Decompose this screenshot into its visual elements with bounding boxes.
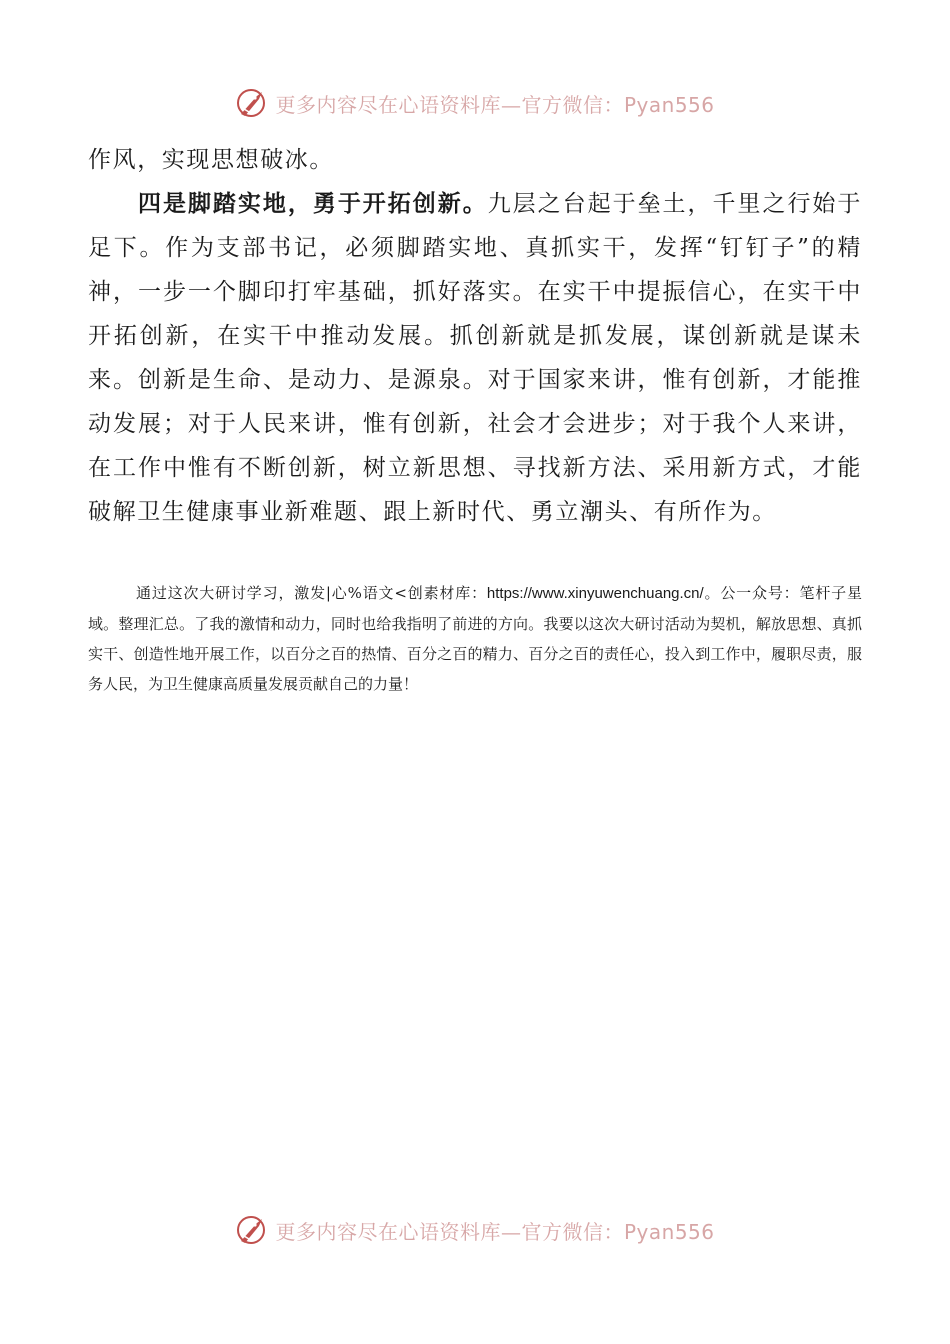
closing-url: https://www.xinyuwenchuang.cn/ [486,585,704,602]
paragraph-four [88,182,862,534]
pen-nib-logo-icon [235,1213,269,1247]
watermark-prefix: 更多内容尽在心语资料库—官方微信： [275,1219,624,1244]
closing-text-start: 通过这次大研讨学习，激发|心%语文<创素材库： [136,584,487,602]
paragraph-continuation: 作风，实现思想破冰。 [88,147,334,173]
closing-paragraph [88,578,862,699]
pen-nib-logo-icon [235,86,269,120]
watermark-prefix: 更多内容尽在心语资料库—官方微信： [275,92,624,117]
footer-watermark [0,1210,950,1250]
closing-section [88,578,862,699]
document-body [88,138,862,534]
paragraph-four-body: 九层之台起于垒土，千里之行始于足下。作为支部书记，必须脚踏实地、真抓实干，发挥“钉钉子”的精神，一步一个脚印打牢基础，抓好落实。在实干中提振信心，在实干中开拓创新，在实干中推动发展。抓创新就是抓发展，谋创新就是谋未来。创新是生命、是动力、是源泉。对于国家来讲，惟有创新，才能推动发展；对于人民来讲，惟有创新，社会才会进步；对于我个人来讲，在工作中惟有不断创新，树立新思想、寻找新方法、采用新方式，才能破解卫生健康事业新难题、跟上新时代、勇立潮头、有所作为。 [88,191,862,525]
paragraph-four-heading: 四是脚踏实地，勇于开拓创新。 [138,190,488,217]
closing-text-end: 。公一众号：笔杆子星域。整理汇总。了我的激情和动力，同时也给我指明了前进的方向。我要以这次大研讨活动为契机，解放思想、真抓实干、创造性地开展工作，以百分之百的热情、百分之百的精力、百分之百的责任心，投入到工作中，履职尽责，服务人民，为卫生健康高质量发展贡献自己的力量！ [88,584,862,693]
header-watermark [0,83,950,123]
watermark-handle: Pyan556 [623,1219,715,1244]
watermark-handle: Pyan556 [623,92,715,117]
